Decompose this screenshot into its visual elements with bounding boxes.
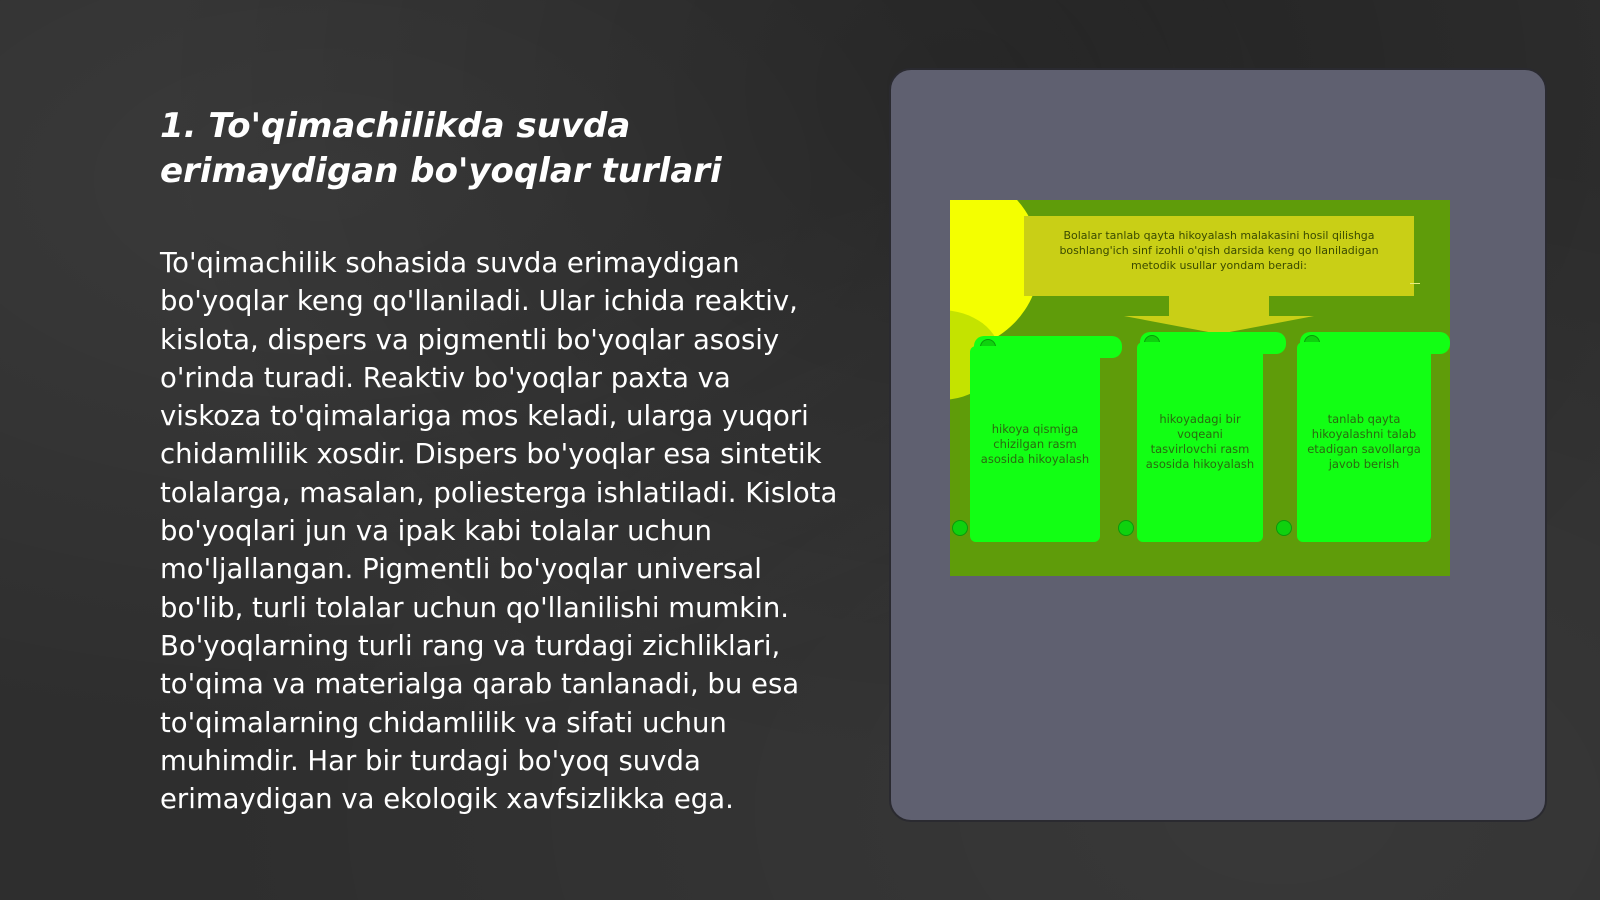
scroll-curl-icon: [1276, 520, 1292, 536]
scroll-curl-icon: [952, 520, 968, 536]
scroll-box-2: hikoyadagi bir voqeani tasvirlovchi rasm asosida hikoyalash: [1137, 342, 1263, 542]
diagram-image: [950, 200, 1450, 576]
scroll-box-1: hikoya qismiga chizilgan rasm asosida hikoyalash: [970, 346, 1100, 542]
slide-title: 1. To'qimachilikda suvda erimaydigan bo'yoqlar turlari: [160, 106, 722, 191]
scroll-box-3: tanlab qayta hikoyalashni talab etadigan savollarga javob berish: [1297, 342, 1431, 542]
scroll-curl-icon: [1118, 520, 1134, 536]
down-arrow-stem: [1169, 296, 1269, 316]
top-box-connector: [1410, 283, 1420, 284]
diagram-top-box: Bolalar tanlab qayta hikoyalash malakasini hosil qilishga boshlang'ich sinf izohli o'qish darsida keng qo llaniladigan metodik usullar yondam beradi:: [1024, 216, 1414, 296]
slide-body-text: To'qimachilik sohasida suvda erimaydigan bo'yoqlar keng qo'llaniladi. Ular ichida reaktiv, kislota, dispers va pigmentli bo'yoqlar asosiy o'rinda turadi. Reaktiv bo'yoqlar paxta va viskoza to'qimalariga mos keladi, ularga yuqori chidamlilik xosdir. Dispers bo'yoqlar esa sintetik tolalarga, masalan, poliesterga ishlatiladi. Kislota bo'yoqlari jun va ipak kabi tolalar uchun mo'ljallangan. Pigmentli bo'yoqlar universal bo'lib, turli tolalar uchun qo'llanilishi mumkin. Bo'yoqlarning turli rang va turdagi zichliklari, to'qima va materialga qarab tanlanadi, bu esa to'qimalarning chidamlilik va sifati uchun muhimdir. Har bir turdagi bo'yoq suvda erimaydigan va ekologik xavfsizlikka ega.: [160, 247, 838, 816]
